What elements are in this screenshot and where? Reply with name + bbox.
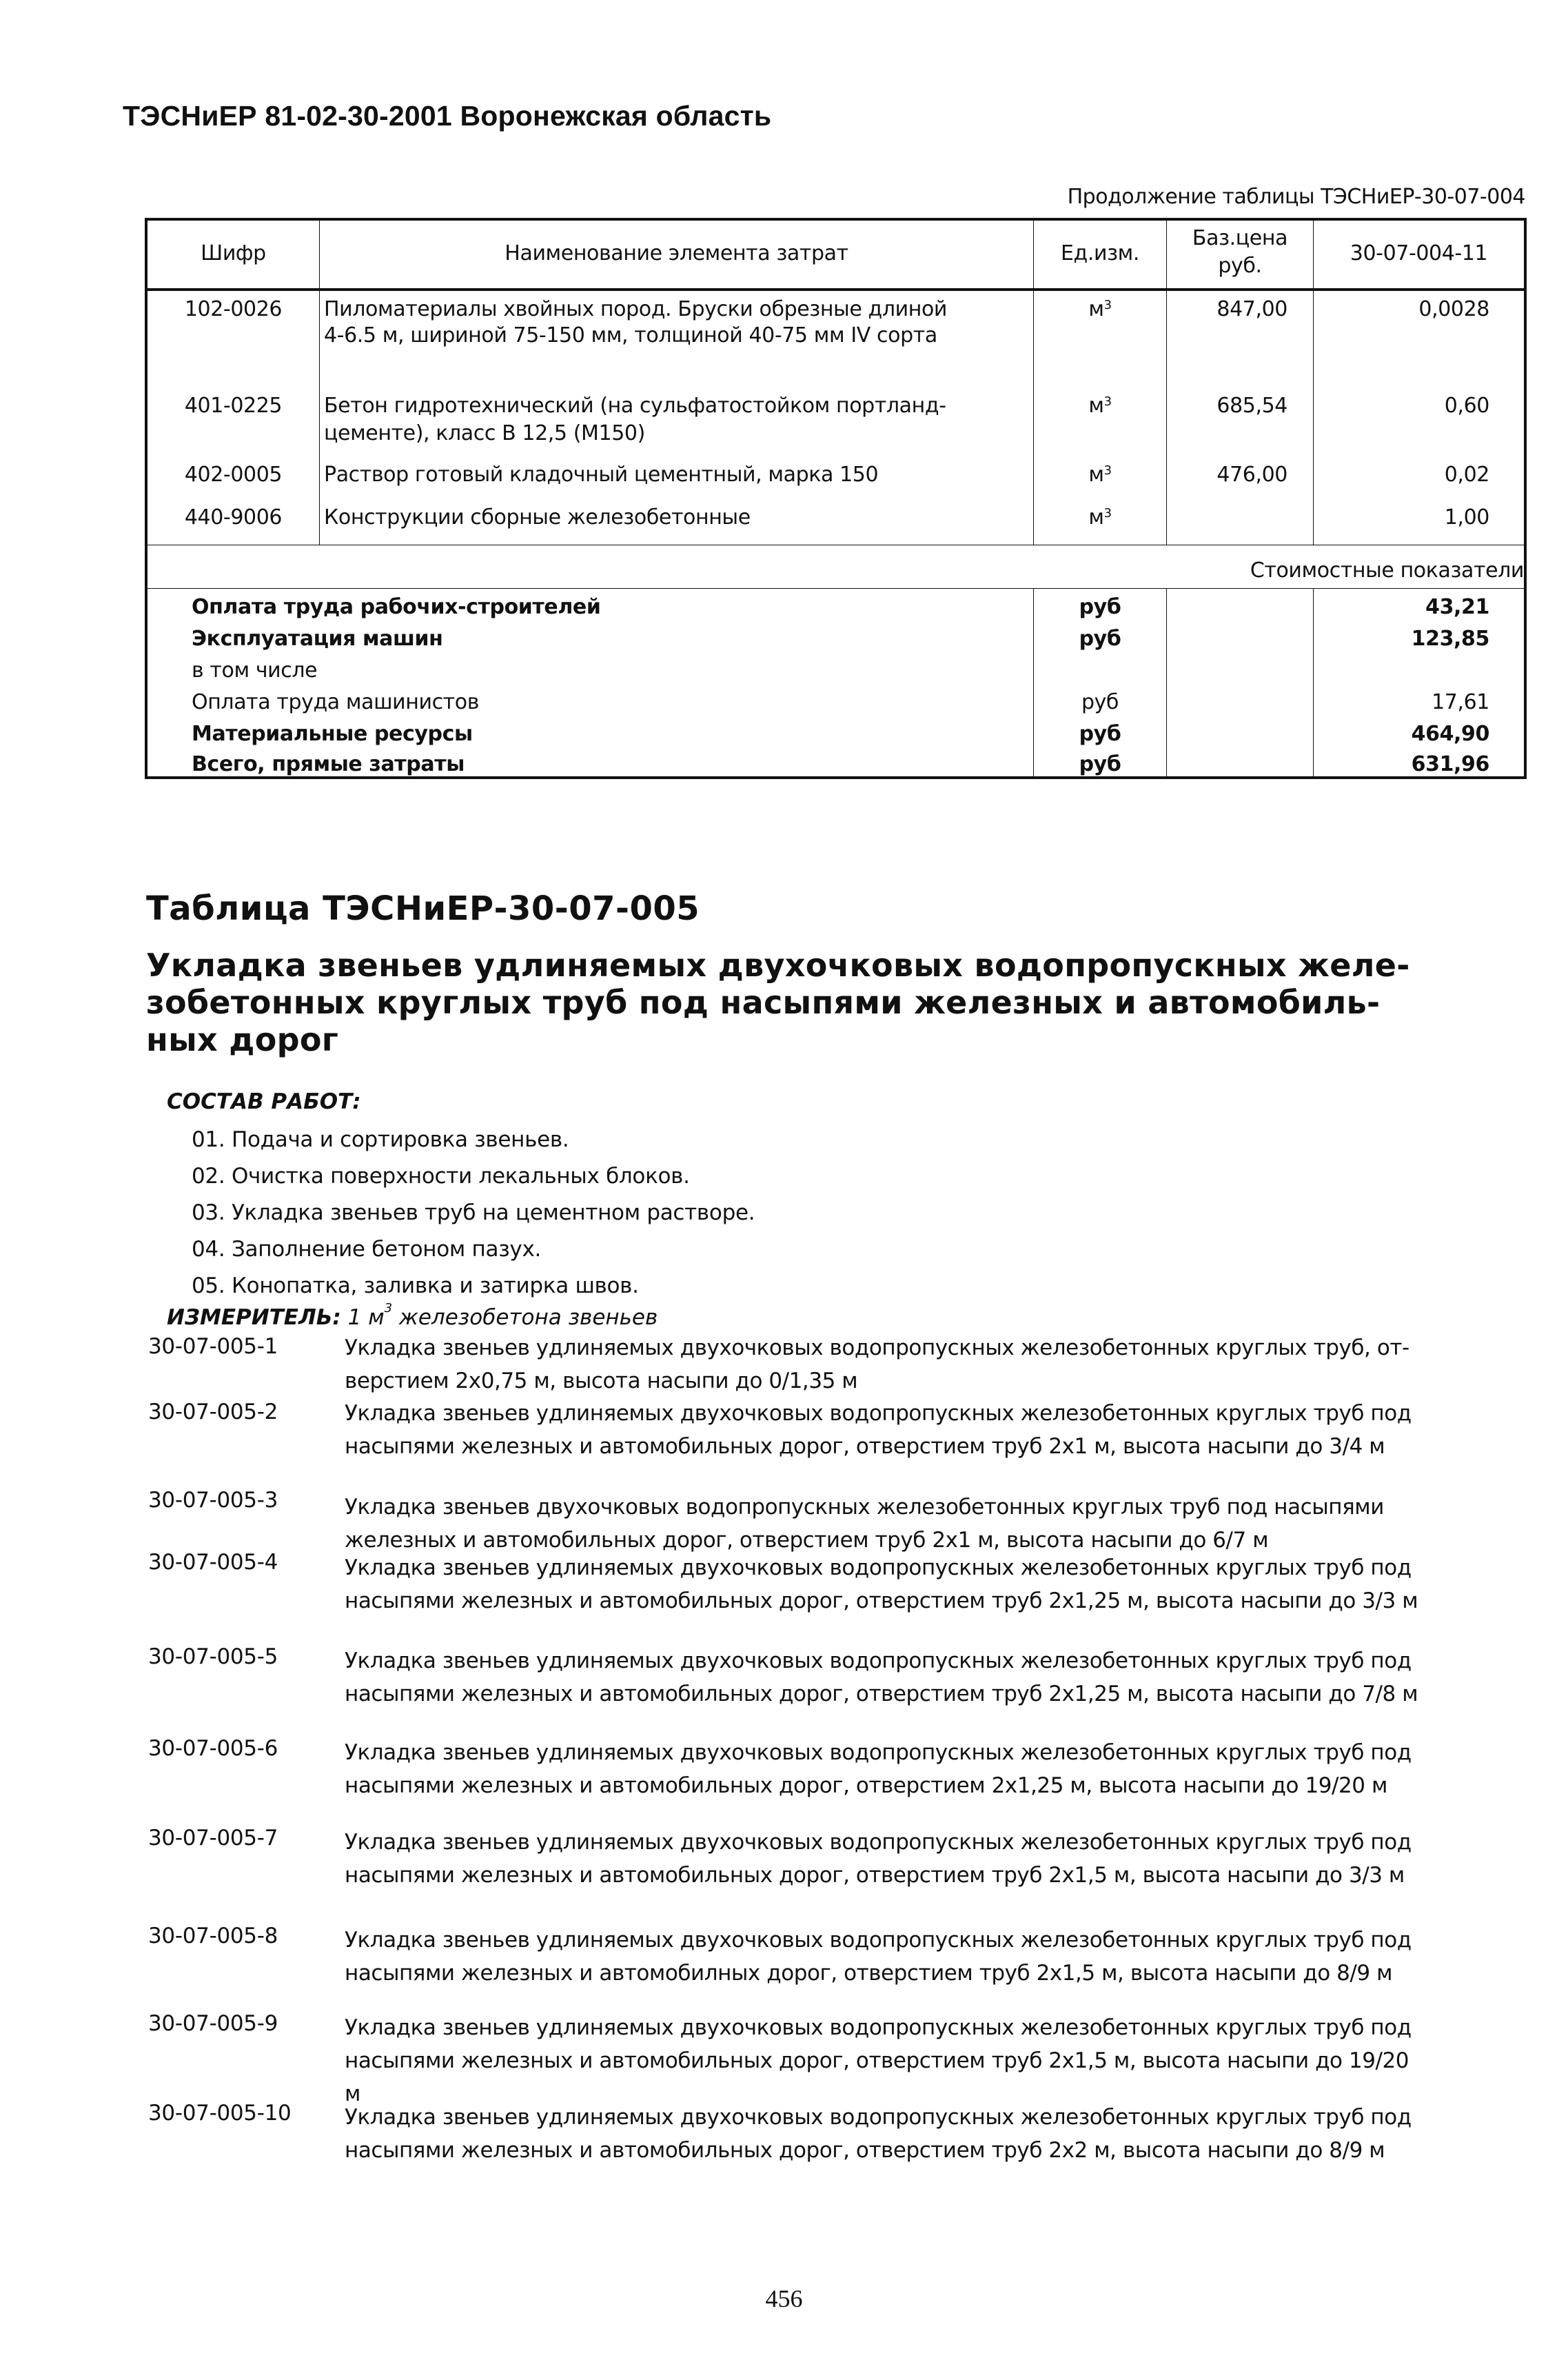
unit-superscript: 3 (1103, 394, 1112, 409)
row-value: 0,02 (1444, 463, 1489, 487)
entry-description (345, 1397, 1516, 1463)
unit-superscript: 3 (1103, 463, 1112, 478)
column-header-code: Шифр (201, 241, 266, 265)
work-item: 01. Подача и сортировка звеньев. (192, 1127, 569, 1152)
work-item: 02. Очистка поверхности лекальных блоков. (192, 1164, 690, 1189)
entry-line: Укладка звеньев удлиняемых двухочковых водопропускных железобетонных круглых труб под (345, 1740, 1412, 1765)
column-header-norm-code: 30-07-004-11 (1350, 241, 1488, 265)
row-name-line2: 4-6.5 м, шириной 75-150 мм, толщиной 40-75 мм IV сорта (324, 323, 937, 347)
entry-line: Укладка звеньев удлиняемых двухочковых водопропускных железобетонных круглых труб под (345, 2015, 1412, 2040)
row-unit (1034, 392, 1166, 421)
entry-line: верстием 2х0,75 м, высота насыпи до 0/1,35 м (345, 1369, 858, 1393)
entry-code: 30-07-005-10 (148, 2101, 292, 2126)
work-item: 03. Укладка звеньев труб на цементном растворе. (192, 1200, 755, 1225)
measurement-label: ИЗМЕРИТЕЛЬ: (167, 1305, 341, 1330)
entry-description (345, 1826, 1516, 1892)
header-divider (147, 288, 1524, 291)
row-code: 440-9006 (184, 505, 283, 529)
col-divider-code (319, 221, 320, 545)
row-name-line1: Раствор готовый кладочный цементный, марка 150 (324, 463, 879, 487)
resource-table (145, 218, 1527, 779)
unit-superscript: 3 (1103, 506, 1112, 521)
summary-unit: руб (1079, 627, 1121, 651)
entry-code: 30-07-005-2 (148, 1400, 278, 1424)
summary-unit: руб (1081, 690, 1119, 714)
work-composition-label: СОСТАВ РАБОТ: (167, 1089, 361, 1114)
entry-line: насыпями железных и автомобильных дорог, отверстием труб 2х1,25 м, высота насыпи до 7/8 м (345, 1682, 1418, 1706)
entry-line: насыпями железных и автомобильных дорог, отверстием труб 2х2 м, высота насыпи до 8/9 м (345, 2138, 1385, 2163)
cost-header-divider (147, 588, 1524, 589)
entry-code: 30-07-005-6 (148, 1736, 278, 1761)
entry-line: Укладка звеньев удлиняемых двухочковых водопропускных железобетонных круглых труб под (345, 1401, 1412, 1426)
unit-superscript: 3 (1103, 298, 1112, 312)
row-name-line1: Конструкции сборные железобетонные (324, 505, 751, 529)
entry-line: Укладка звеньев удлиняемых двухочковых водопропускных железобетонных круглых труб под (345, 1555, 1412, 1580)
entry-description (345, 1551, 1516, 1617)
heading-line: ных дорог (146, 1021, 339, 1058)
row-code: 402-0005 (184, 463, 283, 487)
unit-text: м (1088, 394, 1104, 418)
entry-description (345, 2011, 1516, 2110)
col-divider-price (1313, 221, 1314, 545)
row-code: 401-0225 (184, 394, 283, 418)
entry-line: насыпями железных и автомобилных дорог, отверстием труб 2х1,5 м, высота насыпи до 8/9 м (345, 1961, 1393, 1986)
page-number: 456 (765, 2285, 803, 2312)
summary-unit: руб (1079, 752, 1121, 776)
column-header-price-line2: руб. (1218, 254, 1262, 278)
entry-code: 30-07-005-4 (148, 1550, 278, 1575)
summary-label: Оплата труда рабочих-строителей (192, 595, 601, 619)
entry-code: 30-07-005-3 (148, 1488, 278, 1513)
entry-line: насыпями железных и автомобильных дорог, отверстием труб 2х1,5 м, высота насыпи до 3/3 м (345, 1863, 1405, 1888)
entry-code: 30-07-005-5 (148, 1644, 278, 1669)
row-unit (1034, 503, 1166, 532)
col-divider-unit-summary (1166, 588, 1167, 776)
entry-line: Укладка звеньев удлиняемых двухочковых водопропускных железобетонных круглых труб, от- (345, 1335, 1409, 1360)
entry-description (345, 1736, 1516, 1802)
entry-description (345, 2101, 1516, 2167)
measurement-superscript: 3 (384, 1301, 393, 1315)
entry-line: Укладка звеньев удлиняемых двухочковых водопропускных железобетонных круглых труб под (345, 1928, 1412, 1953)
heading-line: зобетонных круглых труб под насыпями железных и автомобиль- (146, 984, 1381, 1021)
document-header: ТЭСНиЕР 81-02-30-2001 Воронежская область (123, 100, 772, 132)
entry-code: 30-07-005-9 (148, 2011, 278, 2036)
column-header-price-line1: Баз.цена (1192, 226, 1288, 250)
unit-text: м (1088, 297, 1104, 321)
row-value: 0,60 (1444, 394, 1489, 418)
unit-text: м (1088, 505, 1104, 529)
entry-description (345, 1331, 1516, 1398)
col-divider-name (1033, 221, 1034, 545)
entry-line: насыпями железных и автомобильных дорог, отверстием труб 2х1,5 м, высота насыпи до 19/20 (345, 2048, 1409, 2073)
summary-unit: руб (1079, 595, 1121, 619)
summary-label: Оплата труда машинистов (192, 690, 479, 714)
summary-value: 17,61 (1432, 690, 1489, 714)
table-heading (146, 947, 1511, 1058)
measurement-unit (167, 1301, 658, 1330)
entry-line: Укладка звеньев удлиняемых двухочковых водопропускных железобетонных круглых труб под (345, 1830, 1412, 1855)
row-value: 0,0028 (1418, 297, 1489, 321)
summary-label: в том числе (192, 658, 318, 683)
entry-line: насыпями железных и автомобильных дорог, отверстием труб 2х1 м, высота насыпи до 3/4 м (345, 1434, 1385, 1459)
summary-value: 123,85 (1411, 627, 1489, 651)
work-item: 05. Конопатка, заливка и затирка швов. (192, 1273, 639, 1298)
table-continuation-caption: Продолжение таблицы ТЭСНиЕР-30-07-004 (1067, 185, 1525, 209)
work-item: 04. Заполнение бетоном пазух. (192, 1237, 542, 1262)
measurement-value: 1 м (340, 1305, 385, 1330)
entry-description (345, 1924, 1516, 1990)
entry-line: насыпями железных и автомобильных дорог, отверстием 2х1,25 м, высота насыпи до 19/20 м (345, 1773, 1387, 1798)
unit-text: м (1088, 463, 1104, 487)
row-price: 685,54 (1216, 394, 1287, 418)
summary-unit: руб (1079, 722, 1121, 746)
measurement-value-rest: железобетона звеньев (392, 1305, 658, 1330)
row-code: 102-0026 (184, 297, 283, 321)
entry-description (345, 1644, 1516, 1711)
row-unit (1034, 295, 1166, 324)
entry-line: Укладка звеньев двухочковых водопропускных железобетонных круглых труб под насыпями (345, 1495, 1384, 1520)
entry-code: 30-07-005-7 (148, 1826, 278, 1850)
entry-line: Укладка звеньев удлиняемых двухочковых водопропускных железобетонных круглых труб под (345, 2105, 1412, 2130)
entry-line: Укладка звеньев удлиняемых двухочковых водопропускных железобетонных круглых труб под (345, 1648, 1412, 1673)
summary-value: 43,21 (1425, 595, 1489, 619)
row-unit (1034, 461, 1166, 490)
entry-code: 30-07-005-8 (148, 1924, 278, 1948)
cost-indicators-header: Стоимостные показатели (1250, 558, 1524, 583)
entry-description (345, 1491, 1516, 1557)
entry-code: 30-07-005-1 (148, 1334, 278, 1359)
entry-line: железных и автомобильных дорог, отверстием труб 2х1 м, высота насыпи до 6/7 м (345, 1528, 1269, 1553)
column-header-price (1167, 225, 1313, 280)
entry-line: насыпями железных и автомобильных дорог, отверстием труб 2х1,25 м, высота насыпи до 3/3 м (345, 1588, 1418, 1613)
table-title: Таблица ТЭСНиЕР-30-07-005 (146, 889, 700, 928)
row-name-line1: Бетон гидротехнический (на сульфатостойком портланд- (324, 394, 946, 418)
summary-value: 464,90 (1411, 722, 1489, 746)
summary-value: 631,96 (1411, 752, 1489, 776)
row-name-line2: цементе), класс В 12,5 (М150) (324, 421, 645, 445)
column-header-name: Наименование элемента затрат (505, 241, 848, 265)
summary-label: Эксплуатация машин (192, 627, 443, 651)
entry-line: м (345, 2081, 360, 2106)
row-price: 847,00 (1216, 297, 1287, 321)
row-value: 1,00 (1444, 505, 1489, 529)
row-name-line1: Пиломатериалы хвойных пород. Бруски обрезные длиной (324, 297, 948, 321)
column-header-unit: Ед.изм. (1060, 241, 1140, 265)
summary-label: Материальные ресурсы (192, 722, 473, 746)
summary-label: Всего, прямые затраты (192, 752, 465, 776)
row-price: 476,00 (1216, 463, 1287, 487)
heading-line: Укладка звеньев удлиняемых двухочковых водопропускных желе- (146, 947, 1410, 984)
